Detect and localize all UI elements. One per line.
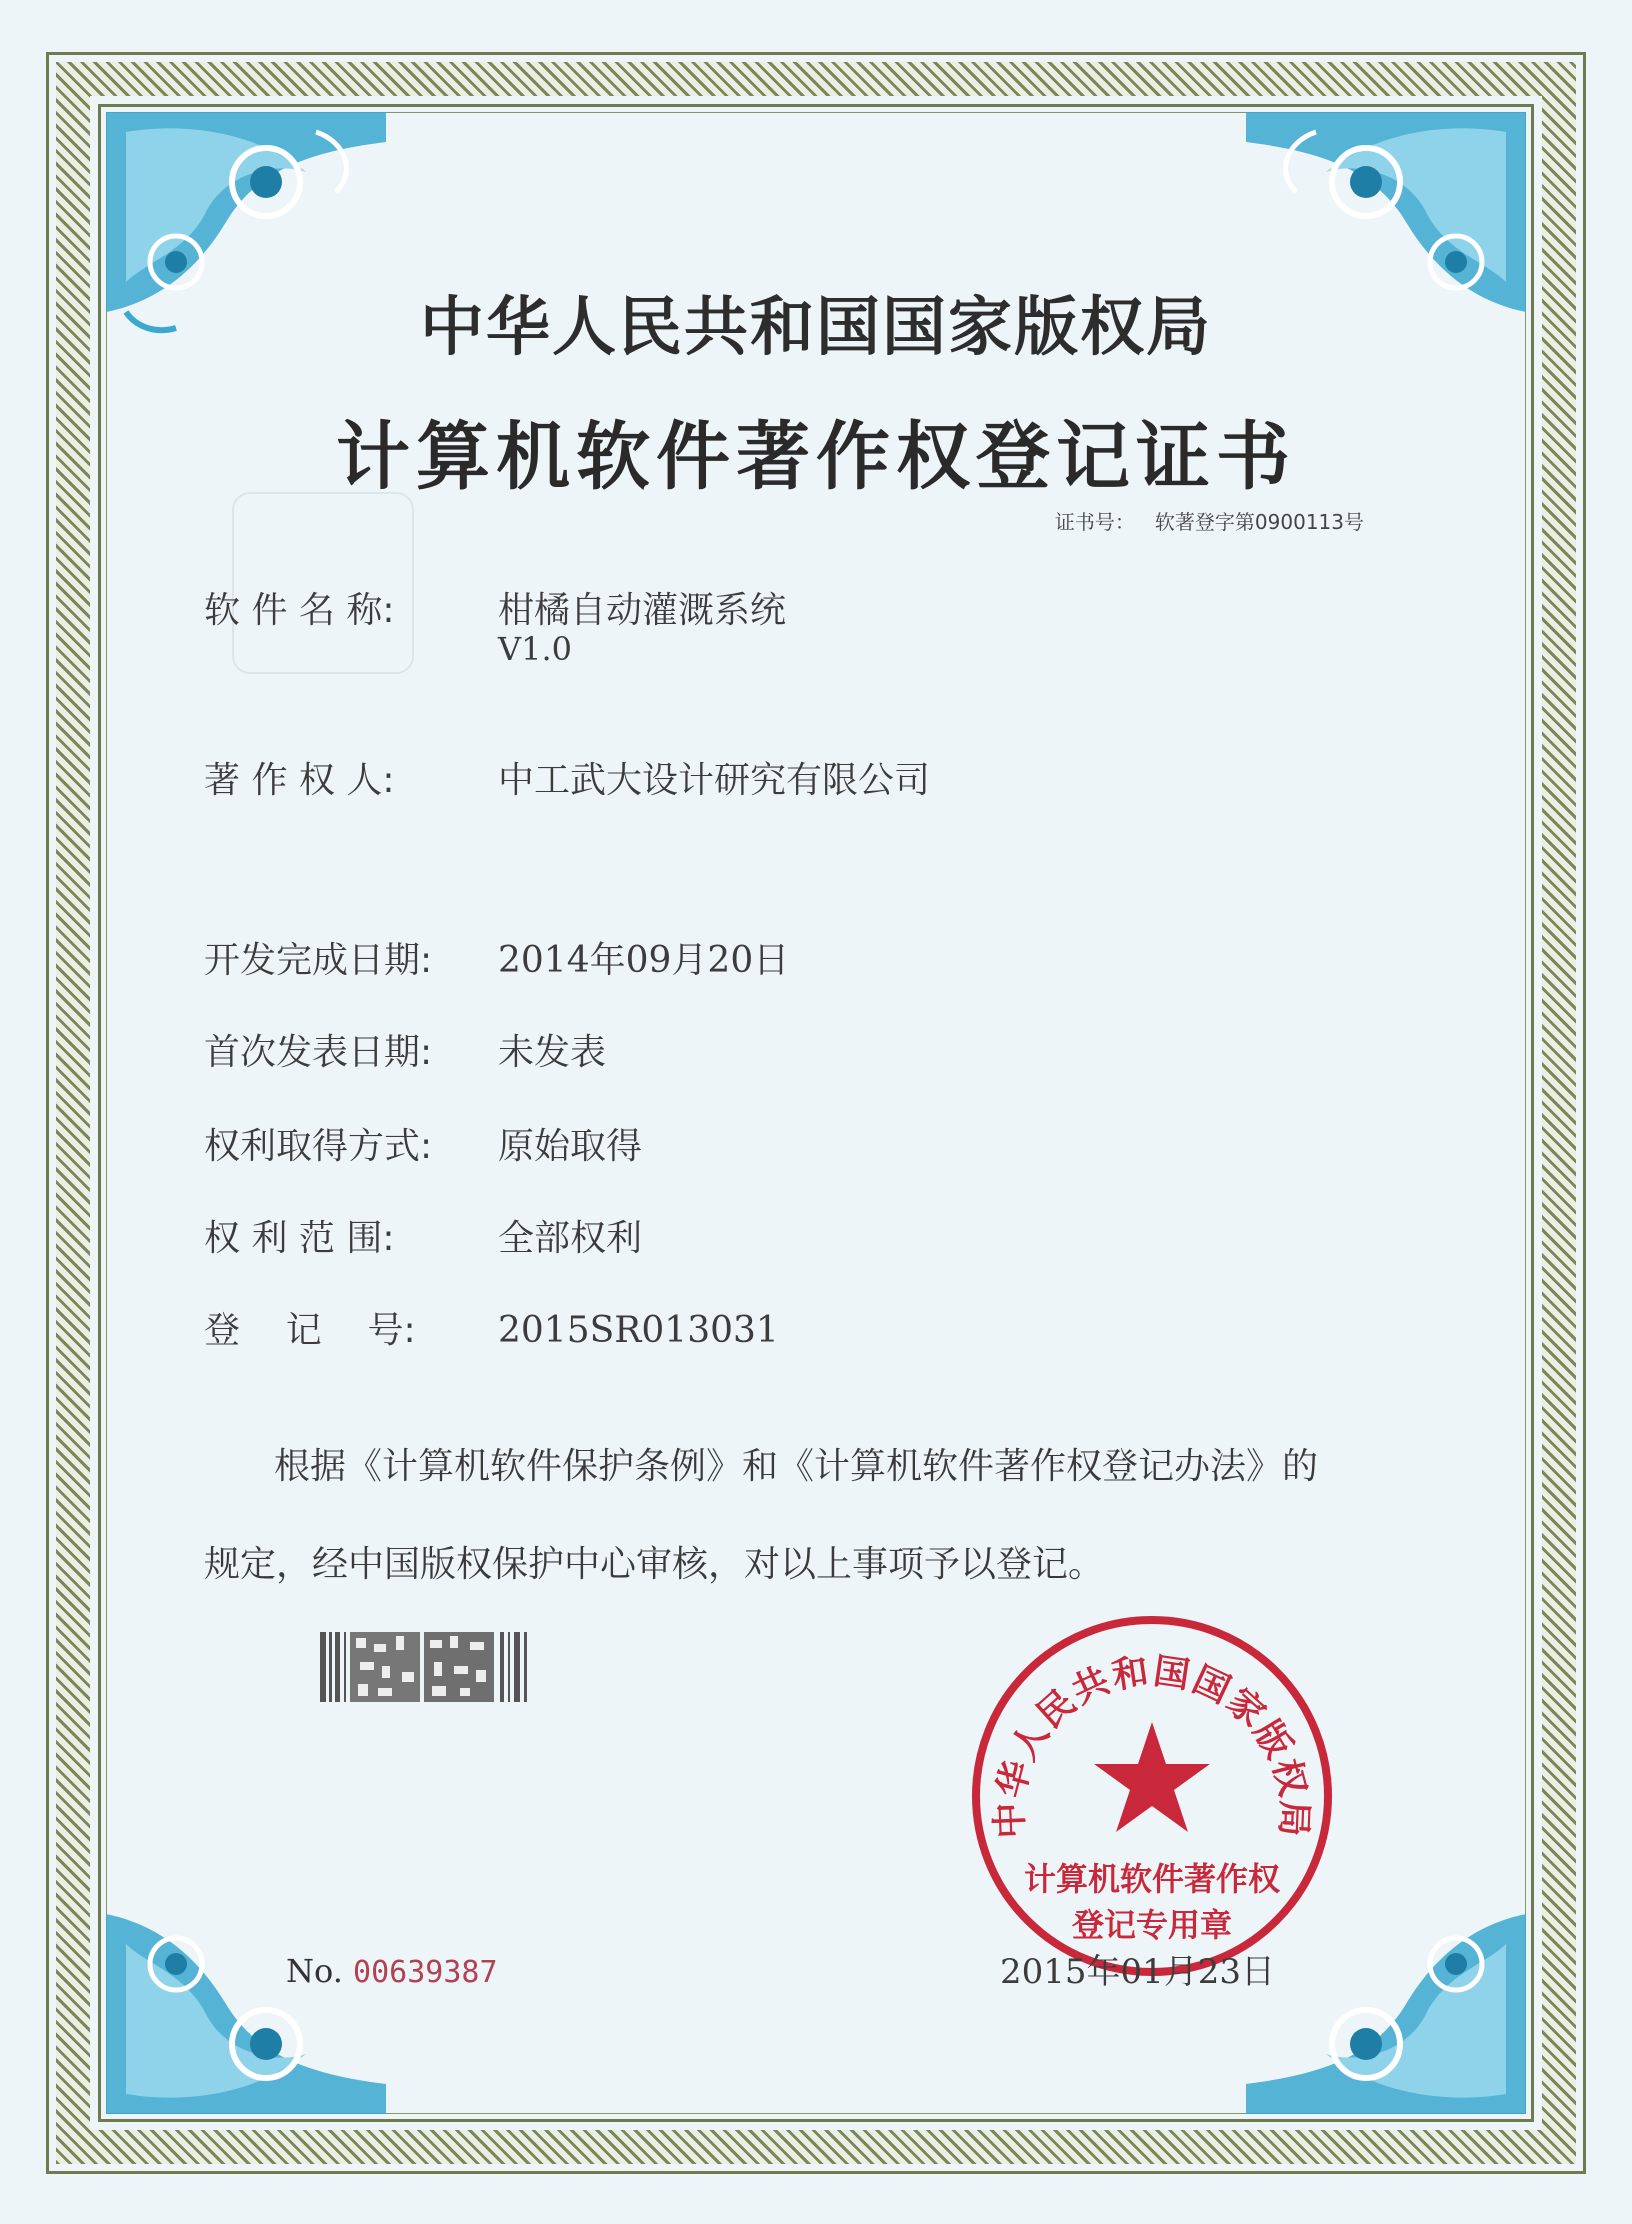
pub-date-value: 未发表	[498, 1032, 607, 1073]
registration-label: 登 记 号:	[204, 1310, 416, 1351]
seal-line-1: 计算机软件著作权	[1023, 1860, 1280, 1898]
scope-value: 全部权利	[498, 1218, 643, 1259]
acquisition-label: 权利取得方式:	[204, 1126, 433, 1167]
field-pub-date	[204, 1024, 606, 1075]
field-acquisition	[204, 1118, 642, 1169]
serial-number	[286, 1952, 498, 1990]
field-software-name	[204, 582, 786, 633]
field-registration	[204, 1302, 779, 1353]
pub-date-label: 首次发表日期:	[204, 1032, 433, 1073]
official-seal	[966, 1610, 1338, 1982]
software-version: V1.0	[498, 630, 572, 668]
certificate-number-value: 软著登字第0900113号	[1154, 510, 1364, 534]
certificate-title: 计算机软件著作权登记证书	[336, 414, 1296, 500]
star-icon	[1094, 1722, 1210, 1832]
serial-label: No.	[286, 1952, 343, 1990]
corner-ornament-bottom-left	[106, 1874, 386, 2114]
software-name-label: 软 件 名 称:	[204, 590, 395, 631]
barcode	[320, 1632, 532, 1702]
certificate-number-label: 证书号：	[1054, 510, 1135, 534]
serial-value: 00639387	[353, 1955, 498, 1990]
dev-date-value: 2014年09月20日	[498, 940, 790, 981]
seal-line-2: 登记专用章	[1071, 1906, 1232, 1944]
statement-line-1: 根据《计算机软件保护条例》和《计算机软件著作权登记办法》的	[274, 1446, 1319, 1487]
field-scope	[204, 1210, 642, 1261]
certificate-number	[1055, 506, 1364, 535]
registration-value: 2015SR013031	[498, 1310, 779, 1351]
acquisition-value: 原始取得	[498, 1126, 643, 1167]
owner-label: 著 作 权 人:	[204, 760, 395, 801]
statement-line-2: 规定，经中国版权保护中心审核，对以上事项予以登记。	[204, 1544, 1105, 1585]
issuer-title: 中华人民共和国国家版权局	[420, 291, 1212, 365]
dev-date-label: 开发完成日期:	[204, 940, 433, 981]
issue-date: 2015年01月23日	[1000, 1952, 1276, 1992]
seal-arc-text: 中华人民共和国国家版权局	[989, 1650, 1315, 1840]
field-dev-date	[204, 932, 789, 983]
software-name-value: 柑橘自动灌溉系统	[498, 590, 787, 631]
scope-label: 权 利 范 围:	[204, 1218, 395, 1259]
field-owner	[204, 752, 930, 803]
owner-value: 中工武大设计研究有限公司	[498, 760, 931, 801]
